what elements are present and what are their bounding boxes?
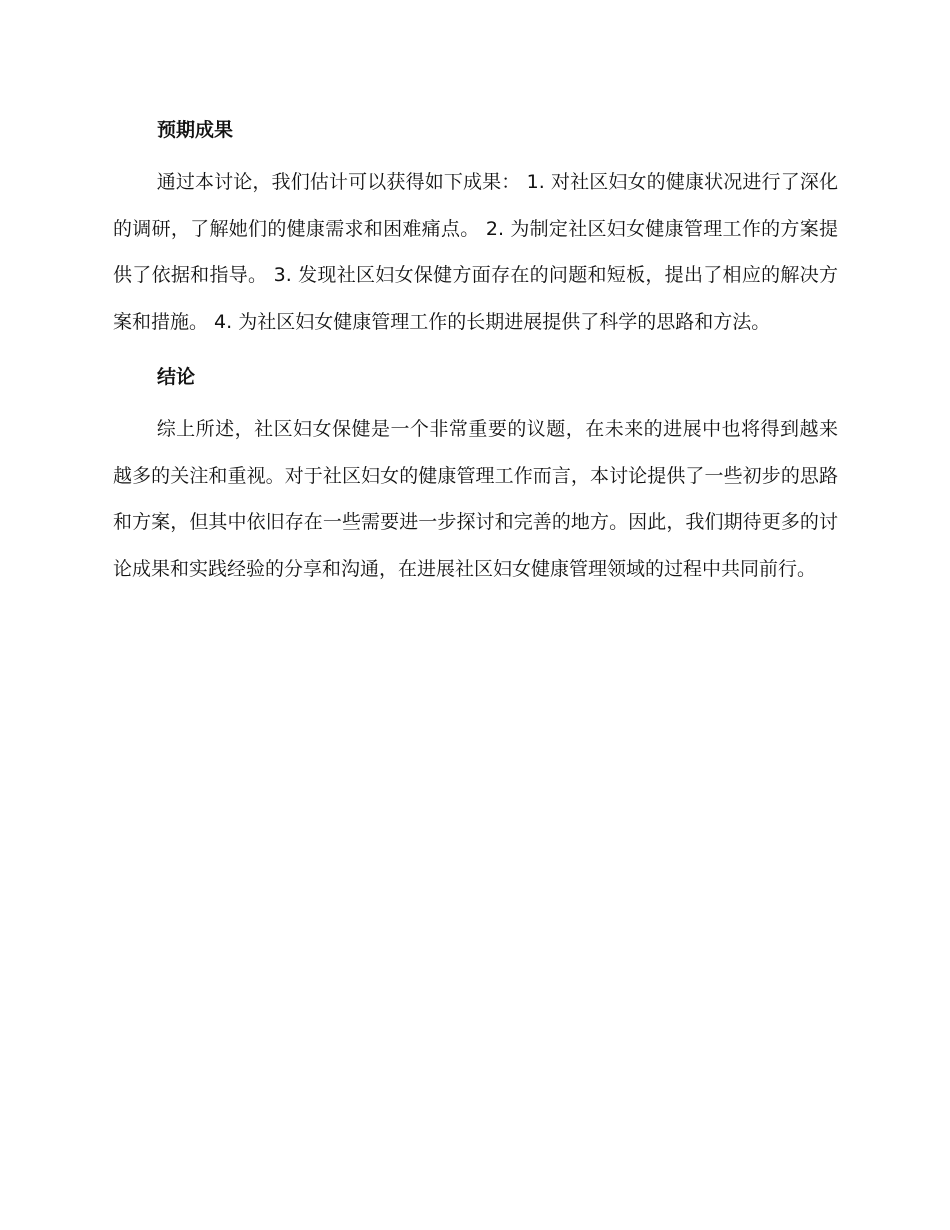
- paragraph-conclusion: 综上所述，社区妇女保健是一个非常重要的议题，在未来的进展中也将得到越来越多的关注和重视。对于社区妇女的健康管理工作而言，本讨论提供了一些初步的思路和方案，但其中依旧存在一些需要进一步探讨和完善的地方。因此，我们期待更多的讨论成果和实践经验的分享和沟通，在进展社区妇女健康管理领域的过程中共同前行。: [113, 418, 838, 580]
- paragraph-expected-results: 通过本讨论，我们估计可以获得如下成果： 1. 对社区妇女的健康状况进行了深化的调研，了解她们的健康需求和困难痛点。 2. 为制定社区妇女健康管理工作的方案提供了依据和指导。 3. 发现社区妇女保健方面存在的问题和短板，提出了相应的解决方案和措施。 4. 为社区妇女健康管理工作的长期进展提供了科学的思路和方法。: [113, 171, 838, 333]
- document-page: [113, 110, 838, 592]
- spacer: [113, 397, 838, 406]
- section-heading-expected-results: 预期成果: [157, 119, 234, 141]
- spacer: [113, 345, 838, 357]
- spacer: [113, 150, 838, 159]
- section-heading-conclusion: 结论: [157, 366, 196, 388]
